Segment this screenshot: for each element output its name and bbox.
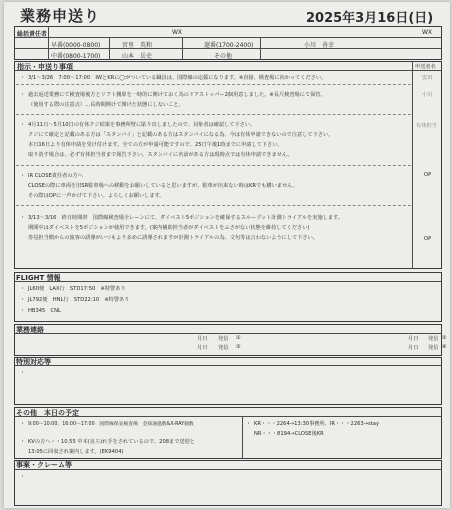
flight-heading: FLIGHT 情報: [16, 274, 61, 282]
business-row-2-right-date: 月日: [408, 345, 419, 351]
instruction-item-3-line-4: 取り消す場合は、必ず有休担当者まで報告下さい。スタンバイに名前がある方は現時点では有休申請できません。: [28, 152, 293, 158]
instructions-heading: 指示・申送り事項: [17, 63, 73, 71]
business-row-1-left-date: 月日: [197, 336, 208, 342]
document-date: 2025年3月16日(日): [306, 11, 434, 26]
incident-heading: 事案・クレーム等: [16, 461, 72, 469]
other-shift-label: その他: [214, 53, 233, 60]
today-right-line-2: NR・・・8194→CLOSE後KR: [254, 431, 324, 437]
instruction-item-1-sender: 安田: [422, 75, 433, 81]
special-handling-heading: 特別対応等: [16, 358, 51, 366]
business-row-1-left-mark: 発信: [218, 336, 229, 342]
instruction-item-4-line-3: その際はOPに一声かけて下さい。よろしくお願いします。: [28, 193, 165, 199]
today-left-line-2: KVの方へ・・10.55 中本(良ろ)れ手をされているので、208まで送迎と: [28, 439, 195, 445]
instruction-item-3-sender: 有休担当: [416, 123, 437, 129]
incident-section: [14, 460, 442, 506]
general-manager-label: 総括責任者: [17, 31, 48, 38]
today-left-line-1: 9:00～10:00、16:00～17:00 国際線保安検査場 金探通過数&X-RAY個数: [28, 422, 194, 427]
business-row-1-right-mark: 発信: [428, 336, 439, 342]
flight-item-3: HB345 CNL: [28, 308, 61, 314]
business-row-1-left-num: ①: [236, 335, 241, 341]
flight-item-1: JL60便 LAX行 STD17:50 ※特警あり: [28, 286, 126, 292]
general-manager-right: WX: [422, 29, 433, 36]
instruction-item-1-line-1: 3/1～3/26 7:00～17:00 IWとKRに◯がついている職員は、国際線の応援になります。※直接、検査場に向かってください。: [28, 75, 327, 81]
business-row-2-left-date: 月日: [197, 345, 208, 351]
instruction-item-3-line-1: 4月11日～5月10日の有休クジ結果を事務所壁に貼り出しましたので、対象者は確認して下さい。: [28, 122, 256, 128]
flight-item-2: JL792便 HNL行 STD22:10 ※特警あり: [28, 297, 130, 303]
instruction-item-2-line-1: 過去返送業務にて検査場後方とリフト側扉を一時的に開けておく為のドアストッパー2個用意しました。※長尺検査場にて保管。: [28, 92, 326, 98]
mid-shift-label: 中番(0800-1700): [51, 53, 101, 60]
business-contact-heading: 業務連絡: [16, 326, 44, 334]
handover-sheet: 業務申送り 2025年3月16日(日) 総括責任者 WX WX 早番(0000-0800) 宮里 英和 遅番(1700-2400) 小川 善幸 中番(0800-1700) 山本 岳史 その他 指示・申送り事項 申送者名 ・ 3/1～3/26 7:00～17:00 IWとKRに◯がついている職員は、国際線の応援になります。※直接、検査場に向かってください。 安田 ・ 過去返送業務にて検査場後方とリフト側扉を一時的に開けておく為のドアストッパー2個用意しました。※長尺検査場にて保管。 （使用する際の注意点）…長時間開けて開けた状態にしないこと。 小川 ・ 4月11日～5月10日の有休クジ結果を事務所壁に貼り出しましたので、対象者は確認して下さい。 クジにて確定と記載のある方は「スタンバイ」と記載のある方はスタンバイになる為、今は有休申請できないので注意して下さい。 本日16日より有休申請を受け付けます。全ての方が申請可能ですので、25日午後1時までに申請して下さい。 取り消す場合は、必ず有休担当者まで報告下さい。スタンバイに名前がある方は現時点では有休申請できません。 有休担当 ・ IR CLOSE責任者の方へ CLOSEの際に車両を旧SR駐車場への移動をお願いしていると思いますが、駐車が出来ない時はKRでも構いません。 その際はOPに一声かけて下さい。よろしくお願いします。 OP ・ 3/13～3/16 終日時間帯 国際線検査場全レーンにて、ダイベスト5ポジションを確保するスループット計測トライアルを実施します。 期間中はダイベストを5ポジションが使用できます。(案内補助担当者がダイベストをふさがない状態を維持してください) 券見担当側からの旅客の誘導がいつもより多めに誘導されますが計測トライアルの為、文句等は言わないようにして下さい。 OP FLIGHT 情報 ・ JL60便 LAX行 STD17:50 ※特警あり ・ JL792便 HNL行 STD22:10 ※特警あり ・ HB345 CNL 業務連絡 月日 発信 ① 月日 発信 ② 月日 発信 ③ 月日 発信 ④ 特別対応等 ・ その他 本日の予定 ・ 9:00～10:00、16:00～17:00 国際線保安検査場 金探通過数&X-RAY個数 ・ KVの方へ・・10.55 中本(良ろ)れ手をされているので、208まで送迎と 13:05に回収され案内します。(EK9404) ・ KR・・・2264→13:30事務所、IR・・・2263→stay NR・・・8194→CLOSE後KR 事案・クレーム等 ・: [4, 2, 450, 508]
instruction-item-5-sender: OP: [424, 236, 432, 242]
instruction-item-4-sender: OP: [424, 172, 432, 178]
instruction-item-4-line-1: IR CLOSE責任者の方へ: [28, 173, 83, 179]
early-shift-label: 早番(0000-0800): [51, 42, 101, 49]
business-row-1-right-num: ②: [442, 335, 447, 341]
instruction-item-5-line-2: 期間中はダイベストを5ポジションが使用できます。(案内補助担当者がダイベストをふさがない状態を維持してください): [28, 225, 310, 231]
business-row-2-right-mark: 発信: [428, 345, 439, 351]
instruction-item-5-line-1: 3/13～3/16 終日時間帯 国際線検査場全レーンにて、ダイベスト5ポジションを確保するスループット計測トライアルを実施します。: [28, 215, 343, 221]
today-right-line-1: KR・・・2264→13:30事務所、IR・・・2263→stay: [254, 421, 380, 427]
business-row-2-right-num: ④: [442, 344, 447, 350]
instruction-item-2-sender: 小川: [422, 92, 433, 98]
general-manager-value: WX: [172, 29, 183, 36]
instruction-item-5-line-3: 券見担当側からの旅客の誘導がいつもより多めに誘導されますが計測トライアルの為、文句等は言わないようにして下さい。: [28, 235, 318, 241]
sender-column-header: 申送者名: [415, 64, 436, 70]
late-shift-label: 遅番(1700-2400): [204, 42, 254, 49]
instruction-item-3-line-2: クジにて確定と記載のある方は「スタンバイ」と記載のある方はスタンバイになる為、今は有休申請できないので注意して下さい。: [28, 132, 334, 138]
today-left-line-3: 13:05に回収され案内します。(EK9404): [28, 449, 124, 455]
mid-shift-name: 山本 岳史: [122, 53, 153, 60]
early-shift-name: 宮里 英和: [122, 42, 153, 49]
business-row-2-left-mark: 発信: [218, 345, 229, 351]
today-schedule-heading: その他 本日の予定: [16, 409, 79, 417]
business-row-2-left-num: ③: [236, 344, 241, 350]
business-row-1-right-date: 月日: [408, 336, 419, 342]
instruction-item-3-line-3: 本日16日より有休申請を受け付けます。全ての方が申請可能ですので、25日午後1時までに申請して下さい。: [28, 142, 283, 148]
late-shift-name: 小川 善幸: [304, 42, 335, 49]
instruction-item-2-line-2: （使用する際の注意点）…長時間開けて開けた状態にしないこと。: [28, 102, 184, 108]
instruction-item-4-line-2: CLOSEの際に車両を旧SR駐車場への移動をお願いしていると思いますが、駐車が出来ない時はKRでも構いません。: [28, 183, 298, 189]
document-title: 業務申送り: [20, 7, 101, 25]
